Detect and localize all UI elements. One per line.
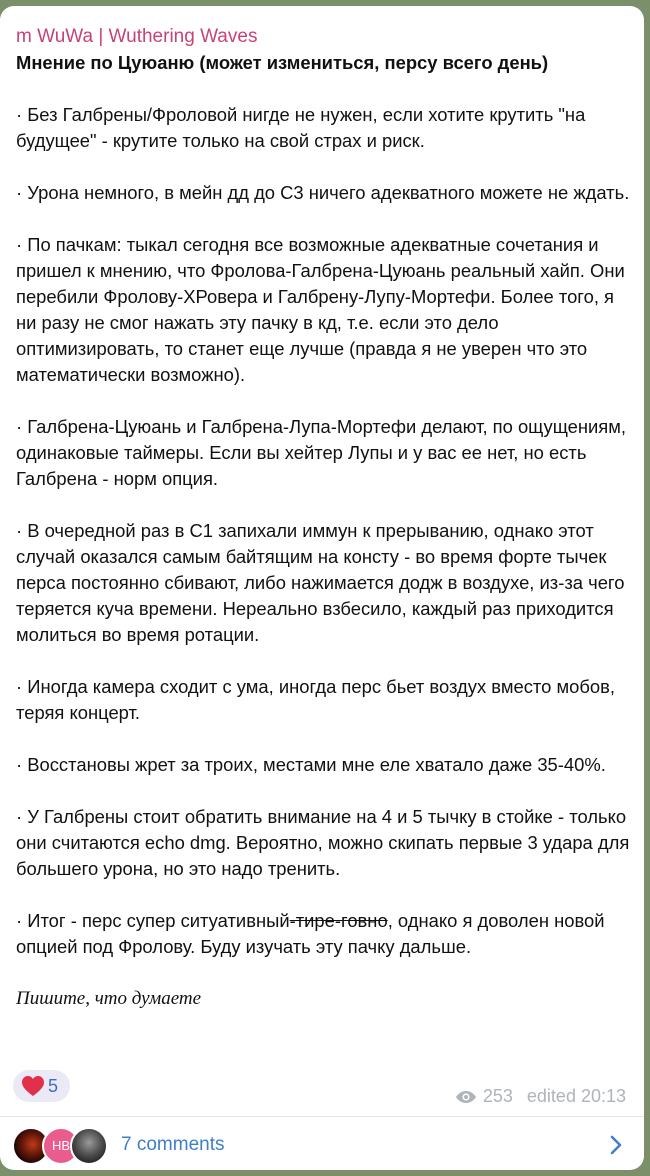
reaction-count: 5 [48, 1075, 59, 1096]
post-paragraph: · Восстановы жрет за троих, местами мне еле хватало даже 35-40%. [16, 754, 606, 775]
post-paragraph: · Иногда камера сходит с ума, иногда перс бьет воздух вместо мобов, теряя концерт. [16, 676, 615, 723]
chevron-right-icon [610, 1135, 622, 1155]
avatar [70, 1127, 108, 1165]
comments-button[interactable] [0, 1117, 644, 1173]
eye-icon [455, 1090, 477, 1104]
post-text [16, 50, 631, 1038]
message-meta [455, 1086, 626, 1107]
strikethrough-text: -тире-говно [289, 910, 388, 931]
post-paragraph: · По пачкам: тыкал сегодня все возможные адекватные сочетания и пришел к мнению, что Фролова-Галбрена-Цуюань реальный хайп. Они перебили Фролову-ХРовера и Галбрену-Лупу-Мортефи. Более того, я ни разу не смог нажать эту пачку в кд, т.е. если это дело оптимизировать, то станет еще лучше (правда я не уверен что это математически возможно). [16, 234, 625, 385]
post-paragraph: · Урона немного, в мейн дд до С3 ничего адекватного можете не ждать. [16, 182, 630, 203]
edited-timestamp: edited 20:13 [526, 1086, 626, 1106]
post-title: Мнение по Цуюаню (может измениться, персу всего день) [16, 52, 549, 73]
post-paragraph: · Без Галбрены/Фроловой нигде не нужен, если хотите крутить "на будущее" - крутите только на свой страх и риск. [16, 104, 586, 151]
post-signature: Пишите, что думаете [16, 988, 202, 1009]
post-paragraph: · У Галбрены стоит обратить внимание на 4 и 5 тычку в стойке - только они считаются echo dmg. Вероятно, можно скипать первые 3 удара для большего урона, но это надо тренить. [16, 806, 630, 879]
view-count: 253 [482, 1086, 513, 1106]
summary-text-continued: , однако я доволен новой опцией под Фролову. Буду изучать эту пачку дальше. [16, 910, 605, 957]
post-paragraph: · Галбрена-Цуюань и Галбрена-Лупа-Мортефи делают, по ощущениям, одинаковые таймеры. Если вы хейтер Лупы и у вас ее нет, но есть Галбрена - норм опция. [16, 416, 627, 489]
post-paragraph-summary [16, 908, 631, 960]
heart-icon [21, 1075, 45, 1097]
heart-reaction-button[interactable] [13, 1070, 70, 1102]
avatar-initials: НВ [42, 1127, 80, 1165]
summary-text: · Итог - перс супер ситуативный [16, 910, 290, 931]
channel-name[interactable]: m WuWa | Wuthering Waves [16, 26, 258, 47]
message-bubble [0, 6, 644, 1170]
post-paragraph: · В очередной раз в С1 запихали иммун к прерыванию, однако этот случай оказался самым байтящим на консту - во время форте тычек перса постоянно сбивают, либо нажимается додж в воздухе, из-за чего теряется куча времени. Нереально взбесило, каждый раз приходится молиться во время ротации. [16, 520, 625, 645]
comments-count-label: 7 comments [121, 1134, 225, 1155]
